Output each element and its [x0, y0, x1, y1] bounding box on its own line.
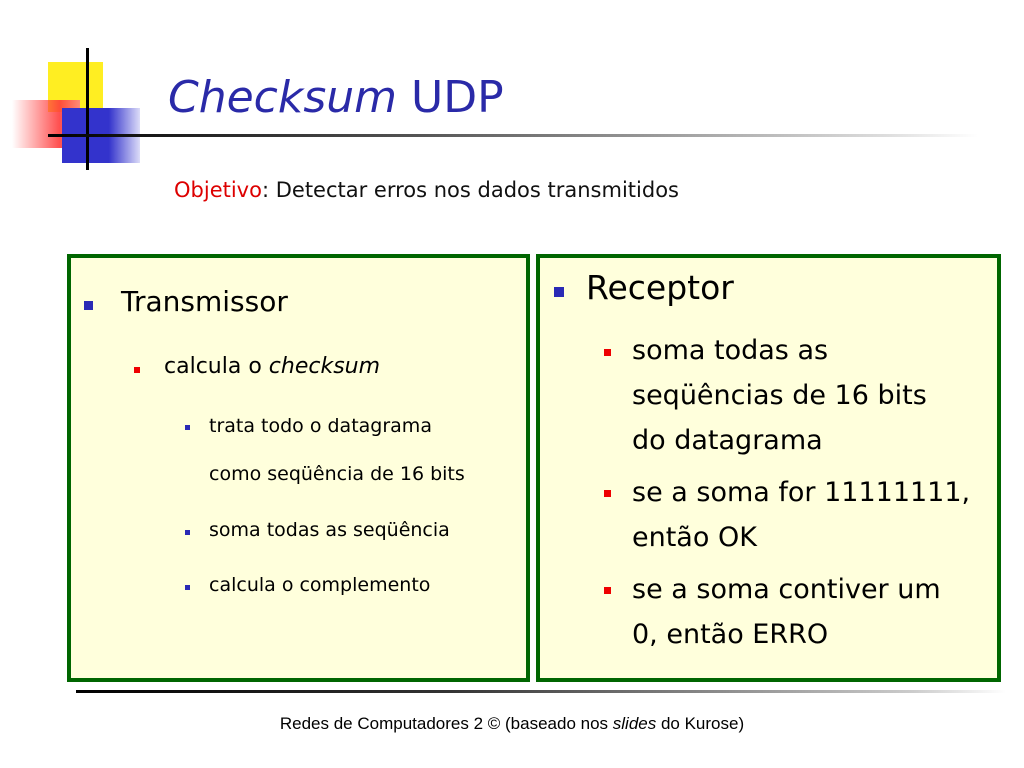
- square-bullet-icon: [604, 349, 611, 356]
- copyright-icon: ©: [487, 714, 501, 733]
- detail-item-3: calcula o complemento: [209, 574, 431, 596]
- receiver-item-3-line-2: 0, então ERRO: [632, 619, 829, 650]
- receiver-item-3: [632, 567, 941, 657]
- objective-label: Objetivo: [174, 178, 262, 202]
- title-underline: [48, 134, 978, 137]
- square-bullet-icon: [604, 587, 611, 594]
- detail-item-1-line-1: trata todo o datagrama: [209, 415, 432, 437]
- square-bullet-icon: [185, 585, 190, 590]
- transmitter-heading: Transmissor: [121, 285, 288, 318]
- objective-separator: :: [261, 178, 270, 202]
- receiver-item-3-line-1: se a soma contiver um: [632, 574, 941, 605]
- square-bullet-icon: [84, 301, 93, 310]
- title-rest: UDP: [397, 72, 504, 123]
- receiver-panel: [536, 254, 1001, 682]
- sub-item-text: calcula o: [164, 354, 269, 379]
- slide-title: [168, 72, 504, 123]
- footer-italic: slides: [612, 714, 657, 733]
- objective-line: [174, 178, 679, 202]
- receiver-item-1-line-3: do datagrama: [632, 425, 823, 456]
- receiver-heading: Receptor: [586, 268, 734, 307]
- detail-item-2: soma todas as seqüência: [209, 519, 450, 541]
- slide-footer: [0, 714, 1024, 734]
- detail-item-1: [209, 402, 465, 498]
- transmitter-panel: [67, 254, 530, 682]
- receiver-item-1: [632, 328, 927, 463]
- objective-text: Detectar erros nos dados transmitidos: [269, 178, 679, 202]
- footer-middle: (baseado nos: [500, 714, 613, 733]
- footer-suffix: do Kurose): [656, 714, 745, 733]
- square-bullet-icon: [185, 530, 190, 535]
- footer-divider: [76, 690, 1006, 693]
- receiver-item-1-line-2: seqüências de 16 bits: [632, 380, 927, 411]
- square-bullet-icon: [185, 425, 190, 430]
- receiver-item-2-line-1: se a soma for 11111111,: [632, 477, 971, 508]
- footer-prefix: Redes de Computadores 2: [279, 714, 488, 733]
- receiver-item-2: [632, 470, 970, 560]
- transmitter-sub-item: [164, 354, 380, 379]
- square-bullet-icon: [604, 490, 611, 497]
- receiver-item-1-line-1: soma todas as: [632, 335, 829, 366]
- square-bullet-icon: [554, 287, 564, 297]
- square-bullet-icon: [134, 367, 140, 373]
- receiver-item-2-line-2: então OK: [632, 522, 757, 553]
- detail-item-1-line-2: como seqüência de 16 bits: [209, 463, 465, 485]
- title-italic-part: Checksum: [168, 72, 398, 123]
- sub-item-italic: checksum: [268, 354, 381, 379]
- decorative-vertical-line: [86, 48, 89, 170]
